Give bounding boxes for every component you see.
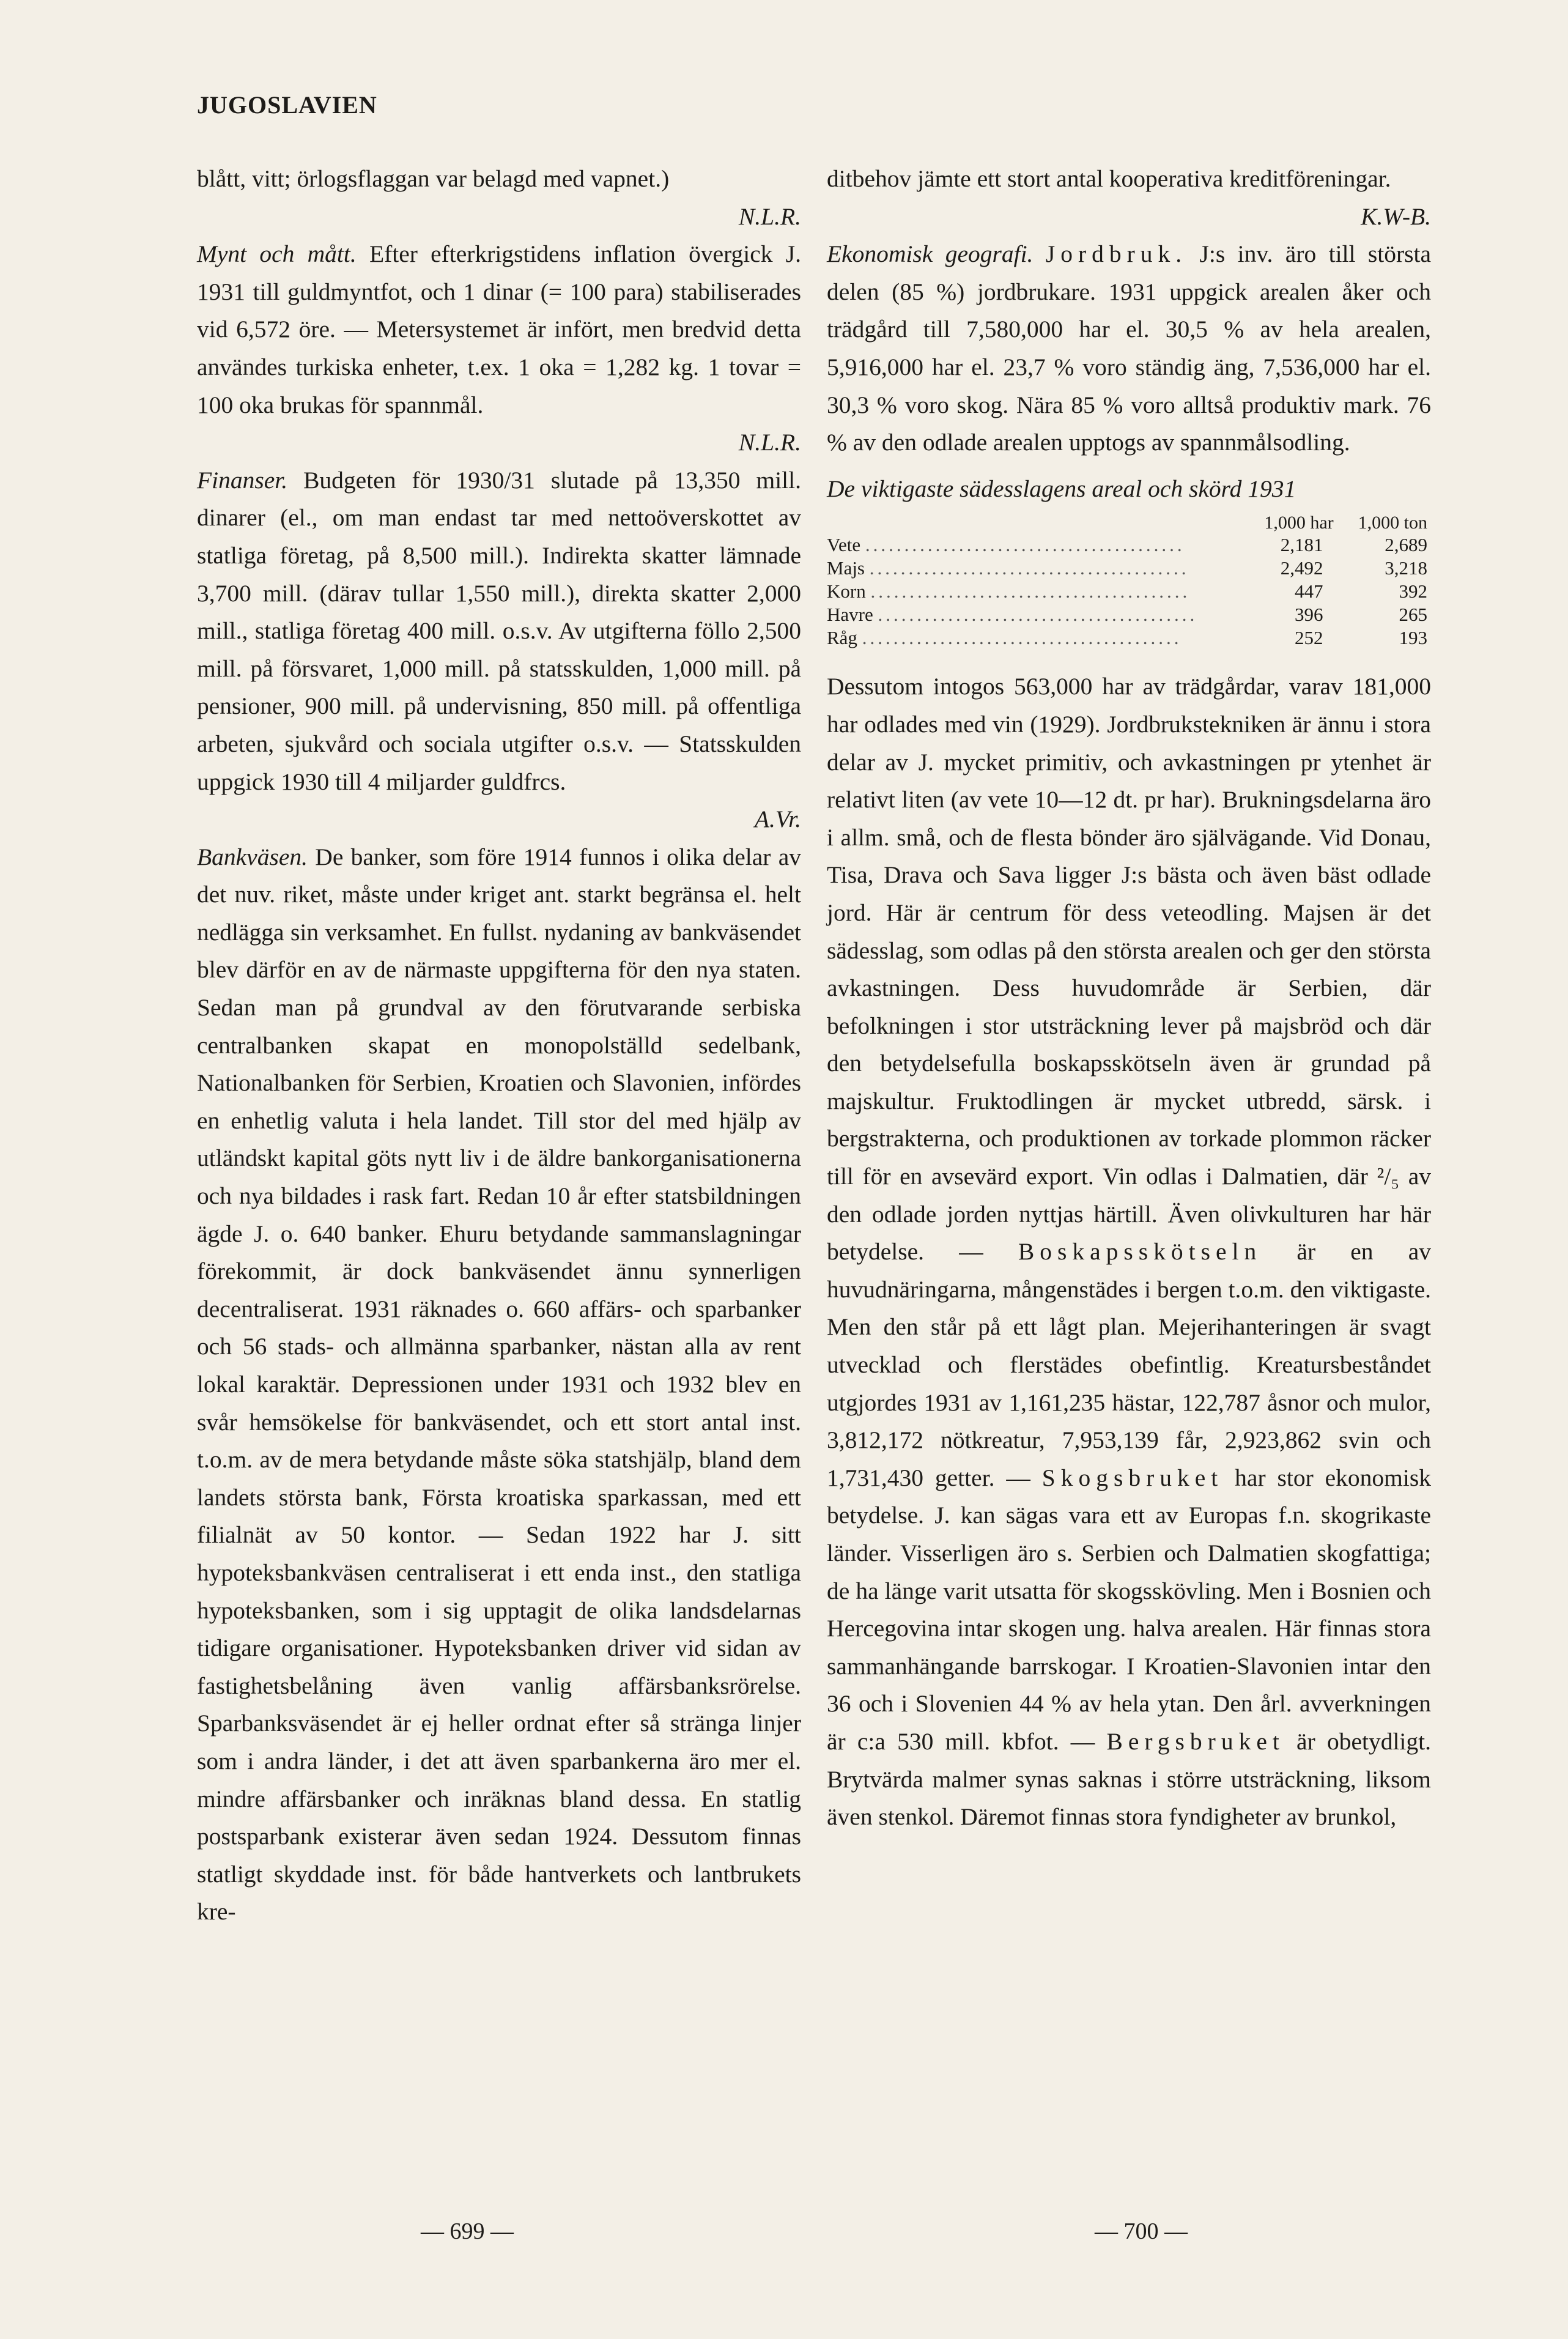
- table-row: Råg ......................................... 252 193: [827, 626, 1431, 650]
- paragraph-banking: Bankväsen. De banker, som före 1914 funnos i olika delar av det nuv. riket, måste under kriget ant. starkt begränsa el. helt nedlägga sin verksamhet. En fullst. nydaning av bankväsendet blev därför en av de närmaste uppgifterna för den nya staten. Sedan man på grundval av den förutvarande serbiska centralbanken skapat en monopolställd sedelbank, Nationalbanken för Serbien, Kroatien och Slavonien, infördes en enhetlig valuta i hela landet. Till stor del med hjälp av utländskt kapital göts nytt liv i de äldre bankorganisationerna och nya bildades i rask fart. Redan 10 år efter statsbildningen ägde J. o. 640 banker. Ehuru betydande sammanslagningar förekommit, är dock bankväsendet ännu synnerligen decentraliserat. 1931 räknades o. 660 affärs- och sparbanker och 56 stads- och allmänna sparbanker, nästan alla av rent lokal karaktär. Depressionen under 1931 och 1932 blev en svår hemsökelse för bankväsendet, och ett stort antal inst. t.o.m. av de mera betydande måste söka statshjälp, bland dem landets största bank, Första kroatiska sparkassan, med ett filialnät av 50 kontor. — Sedan 1922 har J. sitt hypoteksbankväsen centraliserat i ett enda inst., den statliga hypoteksbanken, som i sig upptagit de olika landsdelarnas tidigare organisationer. Hypoteksbanken driver vid sidan av fastighetsbelåning även vanlig affärsbanksrörelse. Sparbanksväsendet är ej heller ordnat efter så stränga linjer som i andra länder, i det att även sparbankerna äro mer el. mindre affärsbanker och inräknas bland dessa. En statlig postsparbank existerar även sedan 1924. Dessutom finnas statligt skyddade inst. för både hantverkets och lantbrukets kre-: [197, 843, 801, 1926]
- table-row: Majs ......................................... 2,492 3,218: [827, 557, 1431, 580]
- paragraph-land-use: Dessutom intogos 563,000 har av trädgårdar, varav 181,000 har odlades med vin (1929). Jordbrukstekniken är ännu i stora delar av J. mycket primitiv, och avkastningen pr ytenhet är relativt liten (av vete 10—12 dt. pr har). Brukningsdelarna äro i allm. små, och de flesta bönder äro självägande. Vid Donau, Tisa, Drava och Sava ligger J:s bästa och även bäst odlade jord. Här är centrum för dess veteodling. Majsen är det sädesslag, som odlas på den största arealen och ger den största avkastningen. Dess huvudområde är Serbien, där befolkningen i stor utsträckning lever på majsbröd och där den betydelsefulla boskapsskötseln även är grundad på majskultur. Fruktodlingen är mycket utbredd, särsk. i bergstrakterna, och produktionen av torkade plommon räcker till för en avsevärd export. Vin odlas i Dalmatien, där ²/₅ av den odlade jorden nyttjas härtill. Även olivkulturen har här betydelse. — Boskapsskötseln är en av huvudnäringarna, mångenstädes i bergen t.o.m. den viktigaste. Men den står på ett lågt plan. Mejerihanteringen är svagt utvecklad och flerstädes obefintlig. Kreatursbeståndet utgjordes 1931 av 1,161,235 hästar, 122,787 åsnor och mulor, 3,812,172 nötkreatur, 7,953,139 får, 2,923,862 svin och 1,731,430 getter. — Skogsbruket har stor ekonomisk betydelse. J. kan sägas vara ett av Europas f.n. skogrikaste länder. Visserligen äro s. Serbien och Dalmatien skogfattiga; de ha länge varit utsatta för skogsskövling. Men i Bosnien och Hercegovina intar skogen ung. halva arealen. Här finnas stora sammanhängande barrskogar. I Kroatien-Slavonien intar den 36 och i Slovenien 44 % av hela ytan. Den årl. avverkningen är c:a 530 mill. kbfot. — Bergsbruket är obetydligt. Brytvärda malmer synas saknas i större utsträckning, liksom även stenkol. Däremot finnas stora fyndigheter av brunkol,: [827, 673, 1432, 1831]
- paragraph-currency: Mynt och mått. Efter efterkrigstidens inflation övergick J. 1931 till guldmyntfot, och 1 dinar (= 100 para) stabiliserades vid 6,572 öre. — Metersystemet är infört, men bredvid detta användes turkiska enheter, t.ex. 1 oka = 1,282 kg. 1 tovar = 100 oka brukas för spannmål. N.L.R.: [197, 235, 801, 462]
- crop-area: 396: [1295, 604, 1323, 626]
- crop-area: 2,181: [1280, 534, 1323, 556]
- crop-yield: 3,218: [1385, 557, 1427, 579]
- right-column: [827, 160, 1431, 1836]
- section-lead: Finanser.: [197, 466, 288, 494]
- table-row: Korn ......................................... 447 392: [827, 580, 1431, 603]
- table-units: [827, 513, 1431, 533]
- crop-yield: 193: [1399, 627, 1427, 649]
- crop-yield: 2,689: [1385, 534, 1427, 556]
- section-lead: Ekonomisk geografi.: [827, 240, 1034, 268]
- table-title: De viktigaste sädesslagens areal och skörd 1931: [827, 475, 1296, 502]
- spaced-heading: Boskapsskötseln: [1018, 1238, 1262, 1266]
- signature: K.W-B.: [1361, 202, 1431, 230]
- crop-name: Råg: [827, 627, 857, 649]
- spaced-heading: Bergsbruket: [1106, 1727, 1285, 1755]
- crop-name: Vete: [827, 534, 861, 556]
- paragraph-credit: ditbehov jämte ett stort antal kooperativa kreditföreningar. K.W-B.: [827, 160, 1431, 235]
- unit-yield: 1,000 ton: [1358, 513, 1427, 533]
- crop-yield: 265: [1399, 604, 1427, 626]
- paragraph-agriculture: Ekonomisk geografi. Jordbruk. J:s inv. äro till största delen (85 %) jordbrukare. 1931 uppgick arealen åker och trädgård till 7,580,000 har el. 30,5 % av hela arealen, 5,916,000 har el. 23,7 % voro ständig äng, 7,536,000 har el. 30,3 % voro skog. Nära 85 % voro alltså produktiv mark. 76 % av den odlade arealen upptogs av spannmålsodling.: [827, 240, 1432, 456]
- section-lead: Bankväsen.: [197, 843, 308, 870]
- signature: N.L.R.: [738, 429, 801, 456]
- page-number-right: — 700 —: [1095, 2219, 1188, 2244]
- crop-table: [827, 533, 1431, 650]
- unit-area: 1,000 har: [1264, 513, 1334, 533]
- crop-name: Korn: [827, 580, 866, 602]
- signature: N.L.R.: [738, 202, 801, 230]
- page-number-left: — 699 —: [421, 2219, 514, 2244]
- spaced-heading: Skogsbruket: [1041, 1464, 1224, 1491]
- spaced-heading: Jordbruk.: [1045, 240, 1188, 268]
- paragraph-finance: Finanser. Budgeten för 1930/31 slutade på 13,350 mill. dinarer (el., om man endast tar med nettoöverskottet av statliga företag, på 8,500 mill.). Indirekta skatter lämnade 3,700 mill. (därav tullar 1,550 mill.), direkta skatter 2,000 mill., statliga företag 400 mill. o.s.v. Av utgifterna föllo 2,500 mill. på försvaret, 1,000 mill. på statsskulden, 1,000 mill. på pensioner, 900 mill. på undervisning, 850 mill. på offentliga arbeten, sjukvård och sociala utgifter o.s.v. — Statsskulden uppgick 1930 till 4 miljarder guldfrcs. A.Vr.: [197, 462, 801, 839]
- crop-yield: 392: [1399, 580, 1427, 602]
- signature: A.Vr.: [754, 806, 801, 833]
- crop-area: 2,492: [1280, 557, 1323, 579]
- section-lead: Mynt och mått.: [197, 240, 357, 268]
- paragraph-flag: blått, vitt; örlogsflaggan var belagd med vapnet.) N.L.R.: [197, 160, 801, 235]
- table-row: Havre ......................................... 396 265: [827, 603, 1431, 626]
- crop-area: 252: [1295, 627, 1323, 649]
- left-column: [197, 160, 801, 1931]
- crop-name: Havre: [827, 604, 873, 626]
- running-head: JUGOSLAVIEN: [197, 91, 377, 119]
- table-row: Vete ......................................... 2,181 2,689: [827, 533, 1431, 557]
- crop-name: Majs: [827, 557, 865, 579]
- crop-area: 447: [1295, 580, 1323, 602]
